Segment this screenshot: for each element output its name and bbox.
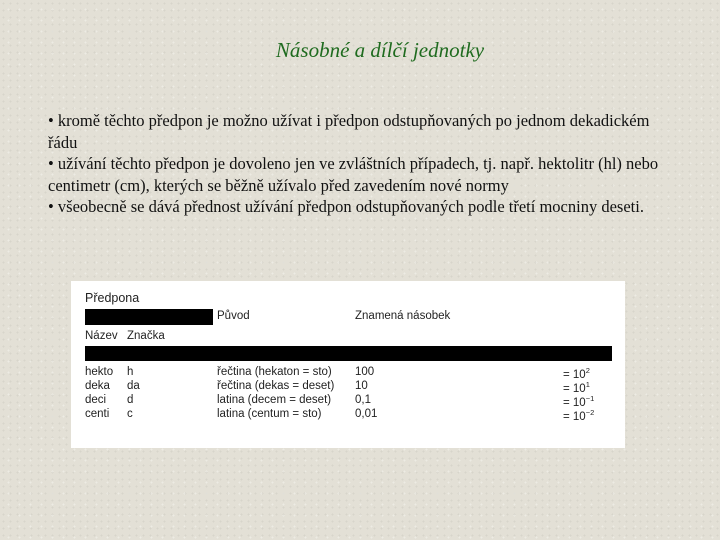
cell-nazev: hekto — [85, 366, 114, 378]
slide-body — [48, 110, 668, 218]
cell-puvod: latina (centum = sto) — [217, 408, 322, 420]
cell-puvod: řečtina (hekaton = sto) — [217, 366, 332, 378]
header-predpona: Předpona — [85, 291, 140, 305]
cell-nasobek: 10 — [355, 380, 368, 392]
cell-puvod: latina (decem = deset) — [217, 394, 332, 406]
slide-title: Násobné a dílčí jednotky — [275, 38, 485, 62]
bullet-paragraph: • užívání těchto předpon je dovoleno jen ve zvláštních případech, tj. např. hektolitr (hl) nebo centimetr (cm), kterých se běžně užívalo před zavedením nové normy — [48, 154, 659, 195]
header-znacka: Značka — [127, 330, 165, 342]
cell-power: = $10^{-1}$ — [563, 394, 595, 409]
cell-znacka: c — [127, 408, 133, 420]
header-bar — [85, 346, 612, 361]
cell-znacka: da — [127, 380, 140, 392]
header-bar — [85, 309, 213, 325]
cell-nazev: centi — [85, 408, 110, 420]
cell-znacka: h — [127, 366, 134, 378]
cell-nasobek: 100 — [355, 366, 375, 378]
bullet-paragraph: • kromě těchto předpon je možno užívat i předpon odstupňovaných po jednom dekadickém řádu — [48, 111, 650, 152]
cell-nazev: deka — [85, 380, 110, 392]
bullet-paragraph: • všeobecně se dává přednost užívání předpon odstupňovaných podle třetí mocniny deseti. — [48, 197, 644, 216]
cell-znacka: d — [127, 394, 134, 406]
cell-nasobek: 0,01 — [355, 408, 378, 420]
header-puvod: Původ — [217, 310, 250, 322]
cell-power: = $10^{-2}$ — [563, 408, 595, 423]
header-nazev: Název — [85, 330, 118, 342]
cell-nazev: deci — [85, 394, 107, 406]
cell-power: = $10^2$ — [563, 366, 590, 381]
header-znamena: Znamená násobek — [355, 310, 451, 322]
prefix-table — [71, 281, 625, 448]
cell-nasobek: 0,1 — [355, 394, 371, 406]
cell-power: = $10^1$ — [563, 380, 590, 395]
cell-puvod: řečtina (dekas = deset) — [217, 380, 335, 392]
